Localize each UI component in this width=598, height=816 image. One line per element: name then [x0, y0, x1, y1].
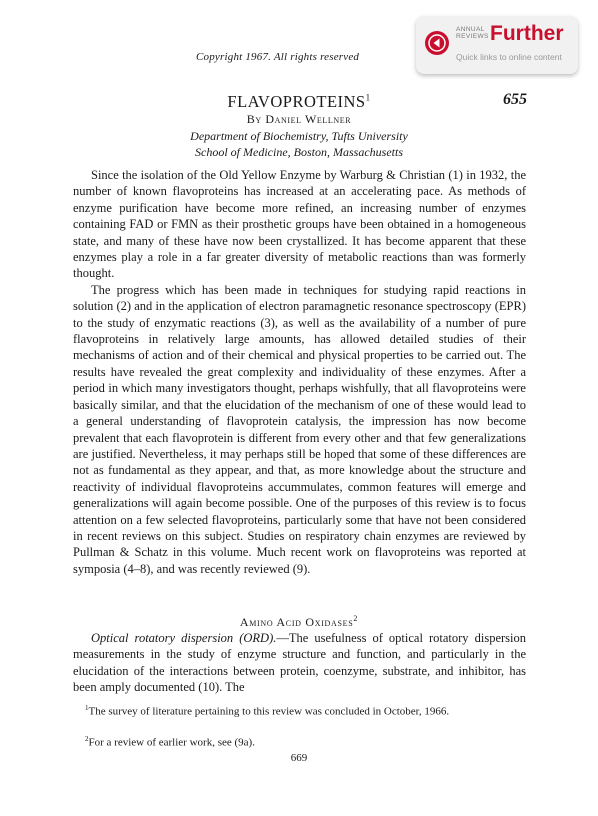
section-footnote-mark: 2	[353, 614, 359, 623]
badge-annual-label: ANNUAL	[456, 26, 485, 33]
badge-further-label: Further	[490, 22, 564, 45]
article-body	[73, 167, 526, 577]
author-name: By Daniel Wellner	[246, 112, 352, 126]
section-body	[73, 630, 526, 696]
further-badge[interactable]	[416, 16, 578, 74]
section-heading: Amino Acid Oxidases$^2$	[239, 614, 359, 629]
badge-subtitle: Quick links to online content	[456, 52, 562, 62]
subsection-title: Optical rotatory dispersion (ORD).	[91, 631, 277, 645]
article-title: FLAVOPROTEINS$^1$	[227, 92, 371, 111]
badge-reviews-label: REVIEWS	[456, 33, 489, 40]
copyright-notice: Copyright 1967. All rights reserved	[196, 51, 360, 63]
footnote-2: $^2$For a review of earlier work, see (9a).	[85, 735, 255, 749]
footnote-1: $^1$The survey of literature pertaining to this review was concluded in October, 1966.	[85, 704, 450, 718]
paragraph-progress: The progress which has been made in techniques for studying rapid reactions in solution (2) and in the application of electron paramagnetic resonance spectroscopy (EPR) to the study of enzymatic reactions (3), as well as the availability of a number of pure flavoproteins in relatively large amounts, has allowed detailed studies of their mechanisms of action and of their chemical and physical properties to be carried out. The results have revealed the great complexity and individuality of these enzymes. After a period in which many investigators thought, perhaps wishfully, that all flavoproteins were basically similar, and that the elucidation of the mechanism of one of these would lead to a general understanding of flavoprotein catalysis, the impression has now become prevalent that each flavoprotein is different from every other and that few generalizations are justified. Nevertheless, it may perhaps still be hoped that some of these differences are not as fundamental as they appear, and that, as more knowledge about the structure and reactivity of individual flavoproteins accummulates, common features will emerge and generalizations will again become possible. One of the purposes of this review is to focus attention on a few selected flavoproteins, particularly some that have not been considered in recent reviews on this subject. Studies on respiratory chain enzymes are reviewed by Pullman & Schatz in this volume. Much recent work on flavoproteins was reported at symposia (4–8), and was recently reviewed (9).	[73, 282, 526, 576]
play-arrow-icon	[425, 31, 449, 55]
paragraph-intro: Since the isolation of the Old Yellow Enzyme by Warburg & Christian (1) in 1932, the number of known flavoproteins has increased at an accelerating pace. As methods of enzyme purification have become more refined, an increasing number of enzymes containing FAD or FMN as their prosthetic groups have been obtained in a homogeneous state, and many of these have now been crystallized. It has become apparent that these enzymes play a role in a far greater diversity of metabolic reactions than was formerly thought.	[73, 168, 526, 281]
footer-page-number: 669	[290, 752, 308, 764]
paragraph-ord: Optical rotatory dispersion (ORD).—The usefulness of optical rotatory dispersion measurements in the study of enzyme structure and function, and particularly in the elucidation of the interactions between protein, coenzyme, substrate, and inhibitor, has been amply documented (10). The	[73, 631, 526, 695]
title-footnote-mark: 1	[365, 92, 371, 103]
page-number: 655	[503, 91, 527, 108]
affiliation-school: School of Medicine, Boston, Massachusetts	[195, 145, 403, 159]
affiliation-department: Department of Biochemistry, Tufts University	[190, 129, 408, 143]
